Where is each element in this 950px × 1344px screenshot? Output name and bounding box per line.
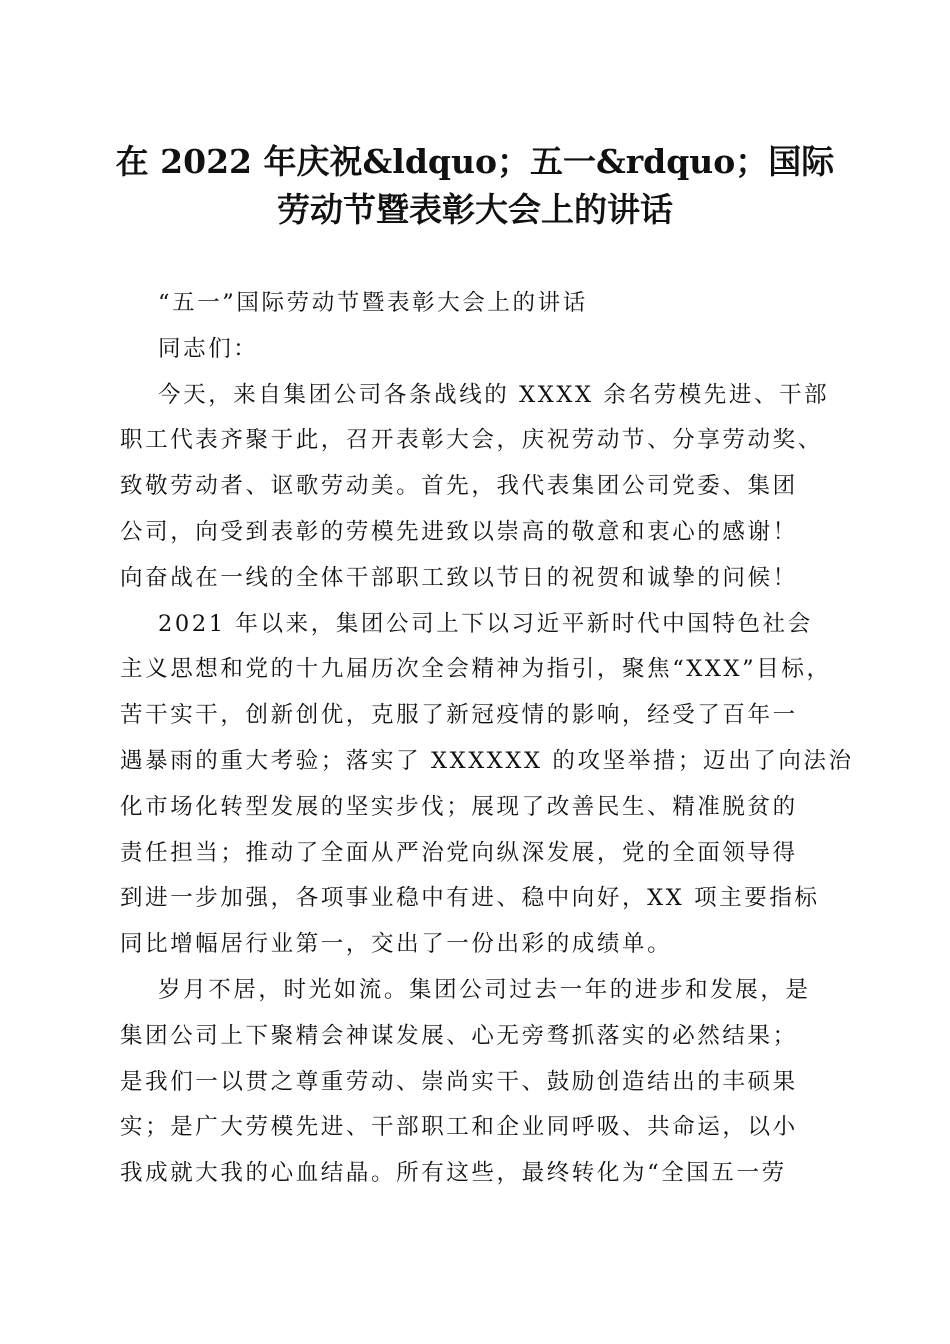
- body-line: 职工代表齐聚于此，召开表彰大会，庆祝劳动节、分享劳动奖、: [120, 427, 823, 454]
- body-line: 苦干实干，创新创优，克服了新冠疫情的影响，经受了百年一: [120, 702, 798, 729]
- body-line: 主义思想和党的十九届历次全会精神为指引，聚焦“XXX”目标，: [120, 656, 832, 683]
- document-body: [120, 281, 854, 1197]
- body-line: 向奋战在一线的全体干部职工致以节日的祝贺和诚挚的问候！: [120, 564, 798, 591]
- body-line: 岁月不居，时光如流。集团公司过去一年的进步和发展，是: [158, 976, 811, 1003]
- body-line: 实；是广大劳模先进、干部职工和企业同呼吸、共命运，以小: [120, 1114, 798, 1141]
- body-line: 公司，向受到表彰的劳模先进致以崇高的敬意和衷心的感谢！: [120, 518, 798, 545]
- body-line: 集团公司上下聚精会神谋发展、心无旁骛抓落实的必然结果；: [120, 1022, 798, 1049]
- body-line: 遇暴雨的重大考验；落实了 XXXXXX 的攻坚举措；迈出了向法治: [120, 747, 854, 774]
- body-line: 责任担当；推动了全面从严治党向纵深发展，党的全面领导得: [120, 839, 798, 866]
- body-line: 同比增幅居行业第一，交出了一份出彩的成绩单。: [120, 931, 673, 958]
- body-line: 是我们一以贯之尊重劳动、崇尚实干、鼓励创造结出的丰硕果: [120, 1068, 798, 1095]
- title-line: 在 2022 年庆祝&ldquo；五一&rdquo；国际: [115, 142, 835, 181]
- body-line: 致敬劳动者、讴歌劳动美。首先，我代表集团公司党委、集团: [120, 473, 798, 500]
- body-line: 我成就大我的心血结晶。所有这些，最终转化为“全国五一劳: [120, 1160, 787, 1187]
- title-line: 劳动节暨表彰大会上的讲话: [277, 190, 673, 229]
- body-line: 化市场化转型发展的坚实步伐；展现了改善民生、精准脱贫的: [120, 793, 798, 820]
- body-line: 到进一步加强，各项事业稳中有进、稳中向好，XX 项主要指标: [120, 885, 820, 912]
- body-line: “五一”国际劳动节暨表彰大会上的讲话: [158, 290, 588, 316]
- body-line: 2021 年以来，集团公司上下以习近平新时代中国特色社会: [158, 610, 813, 637]
- body-line: 同志们：: [158, 335, 259, 362]
- body-line: 今天，来自集团公司各条战线的 XXXX 余名劳模先进、干部: [158, 381, 830, 408]
- document-title: [100, 138, 850, 234]
